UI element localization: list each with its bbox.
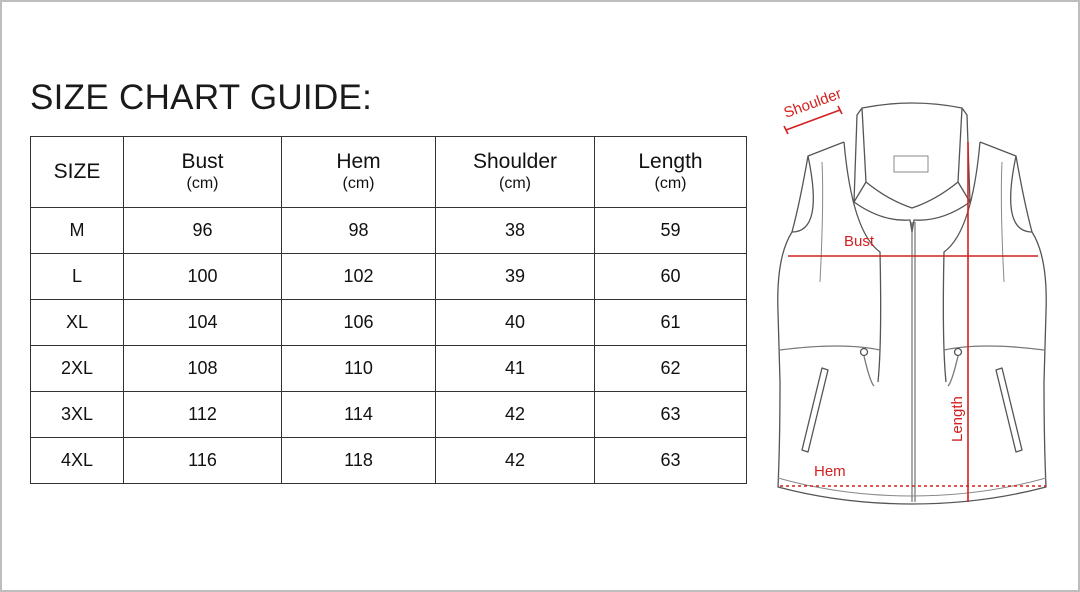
length-cell: 59: [595, 208, 747, 254]
size-table: [30, 136, 747, 484]
size-cell: 4XL: [31, 438, 124, 484]
hem-cell: 110: [282, 346, 436, 392]
header-bust-unit: (cm): [186, 175, 219, 192]
hem-cell: 118: [282, 438, 436, 484]
table-row: [31, 438, 747, 484]
bust-label: Bust: [844, 233, 875, 250]
length-cell: 60: [595, 254, 747, 300]
shoulder-cell: 42: [436, 438, 595, 484]
size-cell: 2XL: [31, 346, 124, 392]
bust-cell: 104: [124, 300, 282, 346]
hem-cell: 98: [282, 208, 436, 254]
table-row: [31, 346, 747, 392]
shoulder-cell: 41: [436, 346, 595, 392]
length-cell: 63: [595, 438, 747, 484]
length-cell: 62: [595, 346, 747, 392]
bust-cell: 100: [124, 254, 282, 300]
size-cell: M: [31, 208, 124, 254]
table-row: [31, 208, 747, 254]
bust-cell: 116: [124, 438, 282, 484]
header-hem-unit: (cm): [342, 175, 375, 192]
header-hem-label: Hem: [336, 150, 381, 173]
hem-cell: 102: [282, 254, 436, 300]
length-label: Length: [949, 396, 966, 442]
bust-cell: 108: [124, 346, 282, 392]
shoulder-label: Shoulder: [781, 85, 844, 122]
header-length-label: Length: [638, 150, 703, 173]
shoulder-cell: 38: [436, 208, 595, 254]
hem-cell: 114: [282, 392, 436, 438]
shoulder-cell: 40: [436, 300, 595, 346]
hem-cell: 106: [282, 300, 436, 346]
size-cell: XL: [31, 300, 124, 346]
vest-diagram: [762, 82, 1062, 512]
pocket-right: [996, 368, 1022, 452]
bust-cell: 112: [124, 392, 282, 438]
header-hem: [282, 137, 436, 208]
size-cell: L: [31, 254, 124, 300]
shoulder-cell: 39: [436, 254, 595, 300]
length-cell: 63: [595, 392, 747, 438]
page-title: SIZE CHART GUIDE:: [30, 78, 373, 117]
size-cell: 3XL: [31, 392, 124, 438]
header-size-label: SIZE: [53, 160, 101, 183]
header-length: [595, 137, 747, 208]
pocket-left: [802, 368, 828, 452]
table-row: [31, 254, 747, 300]
header-size: [31, 137, 124, 208]
shoulder-cell: 42: [436, 392, 595, 438]
header-shoulder-label: Shoulder: [472, 150, 558, 173]
table-row: [31, 300, 747, 346]
header-shoulder: [436, 137, 595, 208]
header-bust-label: Bust: [181, 150, 224, 173]
table-row: [31, 392, 747, 438]
table-header-row: [31, 137, 747, 208]
zipper: [912, 222, 915, 502]
bust-cell: 96: [124, 208, 282, 254]
length-cell: 61: [595, 300, 747, 346]
header-length-unit: (cm): [654, 175, 687, 192]
header-shoulder-unit: (cm): [499, 175, 531, 192]
collar: [854, 103, 970, 232]
header-bust: [124, 137, 282, 208]
hem-label: Hem: [814, 463, 846, 480]
